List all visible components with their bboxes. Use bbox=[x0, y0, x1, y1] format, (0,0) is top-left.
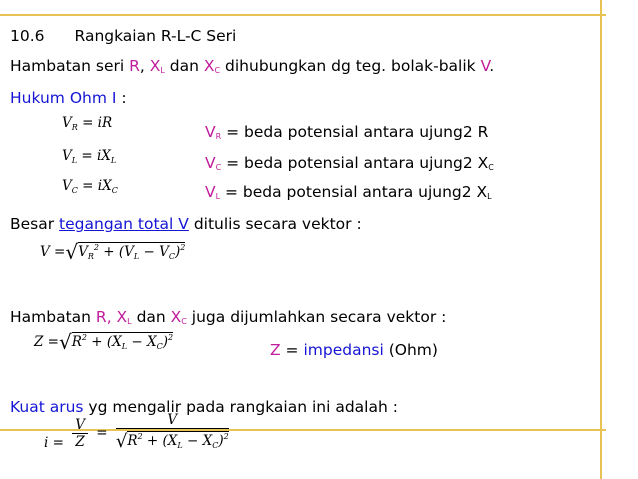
conj: dan bbox=[164, 57, 204, 75]
xc-symbol: $X_C$ bbox=[203, 57, 221, 75]
def-vc: $V_C$ = beda potensial antara ujung2 $X_C$ bbox=[205, 154, 494, 172]
impedansi-term: impedansi bbox=[303, 341, 384, 359]
r-xl-symbols: R, $X_L$ bbox=[95, 308, 132, 326]
intro-text-2: dihubungkan dg teg. bolak-balik bbox=[220, 57, 481, 75]
impedance-sum-line: Hambatan R, $X_L$ dan $X_C$ juga dijumlahkan secara vektor : bbox=[10, 308, 447, 326]
section-title: Rangkaian R-L-C Seri bbox=[74, 27, 237, 45]
xl-symbol: $X_L$ bbox=[149, 57, 165, 75]
intro-line bbox=[10, 57, 494, 80]
def-vr: $V_R$ = beda potensial antara ujung2 R bbox=[205, 123, 489, 141]
r-symbol: R bbox=[129, 57, 140, 75]
intro-text: Hambatan seri bbox=[10, 57, 130, 75]
section-number: 10.6 bbox=[10, 27, 45, 45]
period: . bbox=[489, 57, 495, 75]
eq-vc: $V_C = iX_C$ bbox=[62, 178, 118, 195]
def-vl: $V_L$ = beda potensial antara ujung2 $X_L$ bbox=[205, 183, 492, 201]
colon: : bbox=[116, 89, 127, 107]
comma: , bbox=[139, 57, 150, 75]
eq-vr: $V_R$ = iR bbox=[62, 115, 113, 132]
xc-symbol-2: $X_C$ bbox=[170, 308, 187, 326]
current-line: Kuat arus yg mengalir pada rangkaian ini adalah : bbox=[10, 398, 398, 416]
section-heading bbox=[10, 27, 236, 45]
eq-z: $Z =√R^2 + (X_L - X_C)^2$ bbox=[34, 330, 174, 354]
eq-vl: $V_L = iX_L$ bbox=[62, 148, 117, 165]
right-rule bbox=[600, 0, 602, 479]
eq-i: i = $\frac{V}{Z}$ = $\frac{V}{√R^2 + (X_L - X_C)^2}$ bbox=[44, 412, 229, 452]
total-voltage-link: tegangan total V bbox=[59, 215, 189, 233]
ohm-label: Hukum Ohm I bbox=[10, 89, 117, 107]
current-label: Kuat arus bbox=[10, 398, 84, 416]
impedance-definition: Z = impedansi (Ohm) bbox=[270, 341, 438, 359]
ohm-heading bbox=[10, 89, 127, 107]
total-voltage-line: Besar tegangan total V ditulis secara vektor : bbox=[10, 215, 362, 233]
v-symbol: V bbox=[480, 57, 490, 75]
top-rule bbox=[0, 14, 606, 16]
z-symbol: Z bbox=[270, 341, 281, 359]
eq-v-total: $V =√V_R^2 + (V_L - V_C)^2$ bbox=[40, 240, 186, 264]
